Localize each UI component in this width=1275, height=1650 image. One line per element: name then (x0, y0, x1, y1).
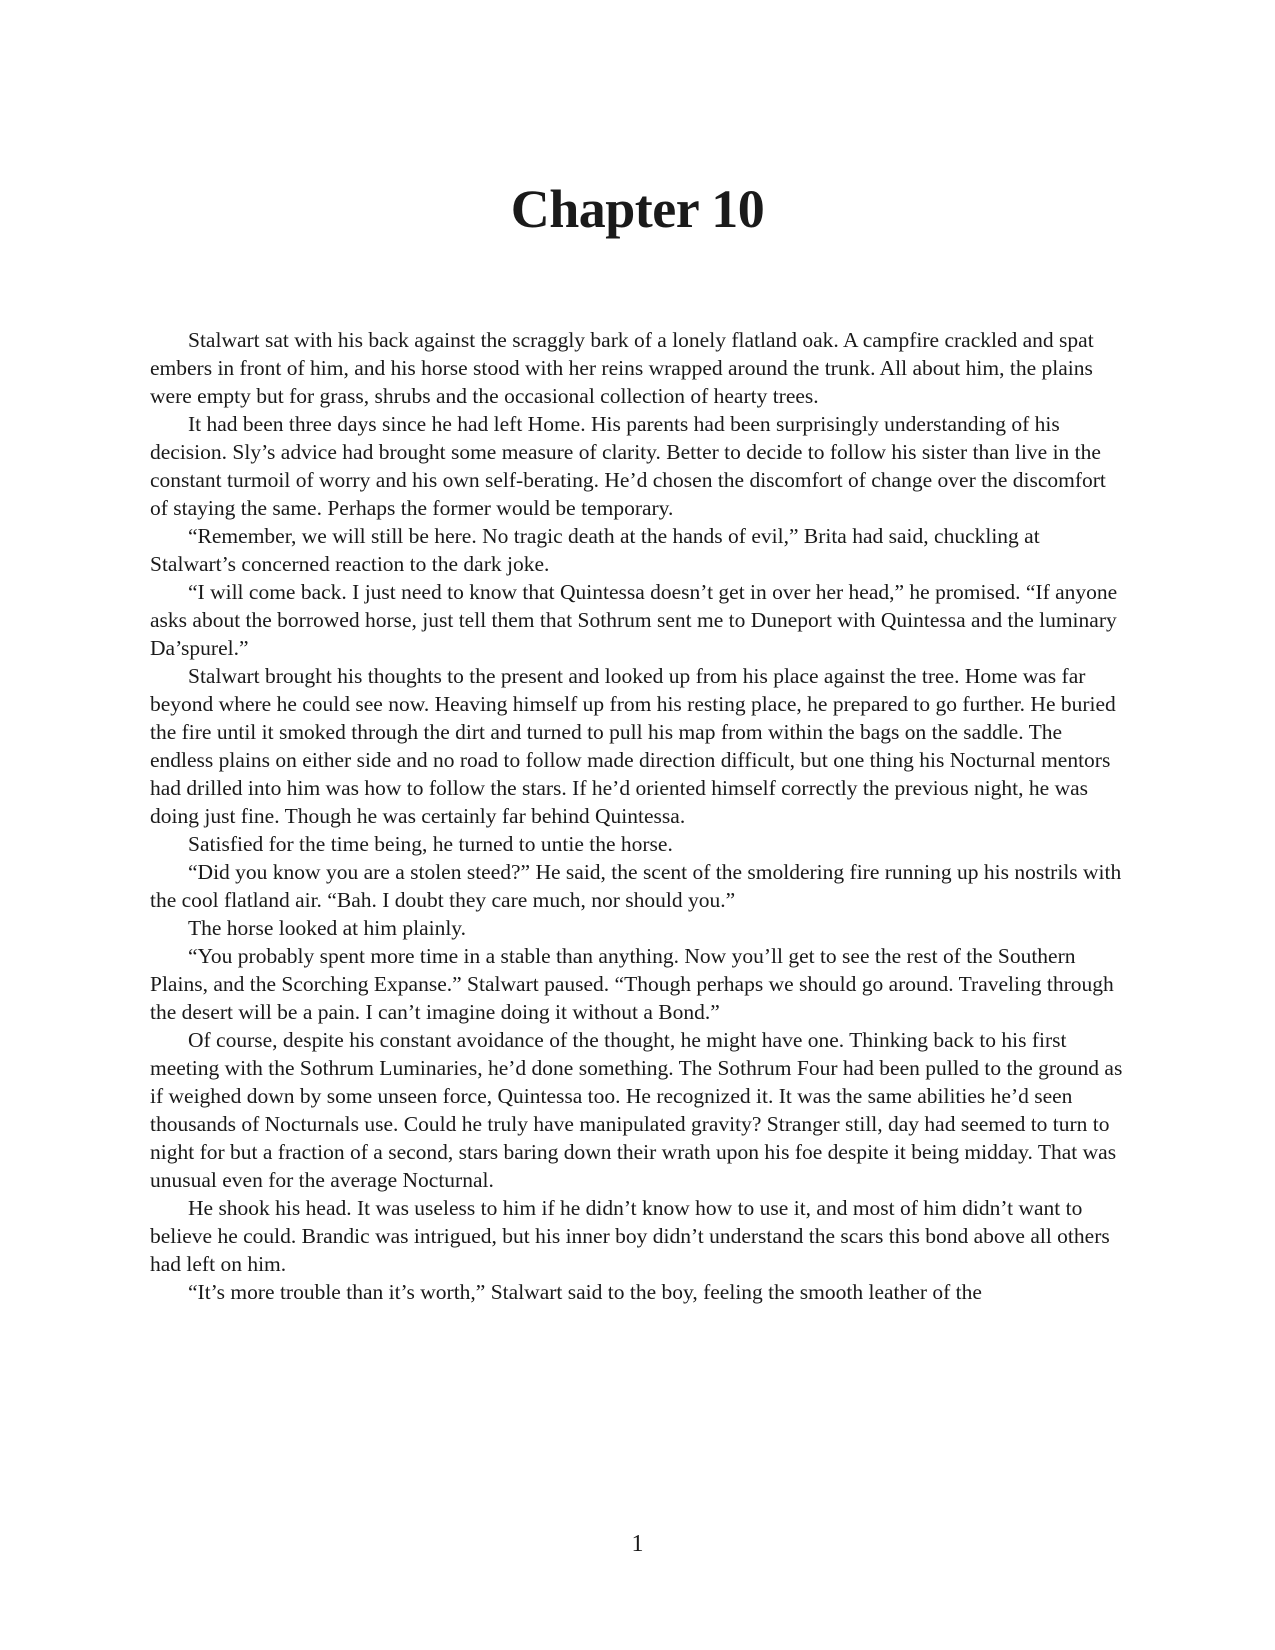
chapter-body (150, 326, 1125, 1306)
chapter-title: Chapter 10 (510, 179, 765, 239)
paragraph: “I will come back. I just need to know that Quintessa doesn’t get in over her head,” he promised. “If anyone asks about the borrowed horse, just tell them that Sothrum sent me to Duneport with Quintessa and the luminary Da’spurel.” (150, 580, 1118, 660)
paragraph: It had been three days since he had left Home. His parents had been surprisingly understanding of his decision. Sly’s advice had brought some measure of clarity. Better to decide to follow his sister than live in the constant turmoil of worry and his own self-berating. He’d chosen the discomfort of change over the discomfort of staying the same. Perhaps the former would be temporary. (150, 412, 1106, 520)
paragraph: Stalwart brought his thoughts to the present and looked up from his place against the tree. Home was far beyond where he could see now. Heaving himself up from his resting place, he prepared to go further. He buried the fire until it smoked through the dirt and turned to pull his map from within the bags on the saddle. The endless plains on either side and no road to follow made direction difficult, but one thing his Nocturnal mentors had drilled into him was how to follow the stars. If he’d oriented himself correctly the previous night, he was doing just fine. Though he was certainly far behind Quintessa. (150, 664, 1116, 828)
paragraph: Stalwart sat with his back against the scraggly bark of a lonely flatland oak. A campfire crackled and spat embers in front of him, and his horse stood with her reins wrapped around the trunk. All about him, the plains were empty but for grass, shrubs and the occasional collection of hearty trees. (150, 328, 1094, 408)
paragraph: “Did you know you are a stolen steed?” He said, the scent of the smoldering fire running up his nostrils with the cool flatland air. “Bah. I doubt they care much, nor should you.” (150, 860, 1122, 912)
paragraph: “You probably spent more time in a stable than anything. Now you’ll get to see the rest of the Southern Plains, and the Scorching Expanse.” Stalwart paused. “Though perhaps we should go around. Traveling through the desert will be a pain. I can’t imagine doing it without a Bond.” (150, 944, 1114, 1024)
paragraph: The horse looked at him plainly. (188, 916, 467, 940)
paragraph: “It’s more trouble than it’s worth,” Stalwart said to the boy, feeling the smooth leather of the (188, 1280, 982, 1304)
page-number: 1 (631, 1531, 644, 1557)
paragraph: “Remember, we will still be here. No tragic death at the hands of evil,” Brita had said, chuckling at Stalwart’s concerned reaction to the dark joke. (150, 524, 1040, 576)
paragraph: Of course, despite his constant avoidance of the thought, he might have one. Thinking back to his first meeting with the Sothrum Luminaries, he’d done something. The Sothrum Four had been pulled to the ground as if weighed down by some unseen force, Quintessa too. He recognized it. It was the same abilities he’d seen thousands of Nocturnals use. Could he truly have manipulated gravity? Stranger still, day had seemed to turn to night for but a fraction of a second, stars baring down their wrath upon his foe despite it being midday. That was unusual even for the average Nocturnal. (150, 1028, 1123, 1192)
paragraph: Satisfied for the time being, he turned to untie the horse. (188, 832, 673, 856)
paragraph: He shook his head. It was useless to him if he didn’t know how to use it, and most of him didn’t want to believe he could. Brandic was intrigued, but his inner boy didn’t understand the scars this bond above all others had left on him. (150, 1196, 1110, 1276)
